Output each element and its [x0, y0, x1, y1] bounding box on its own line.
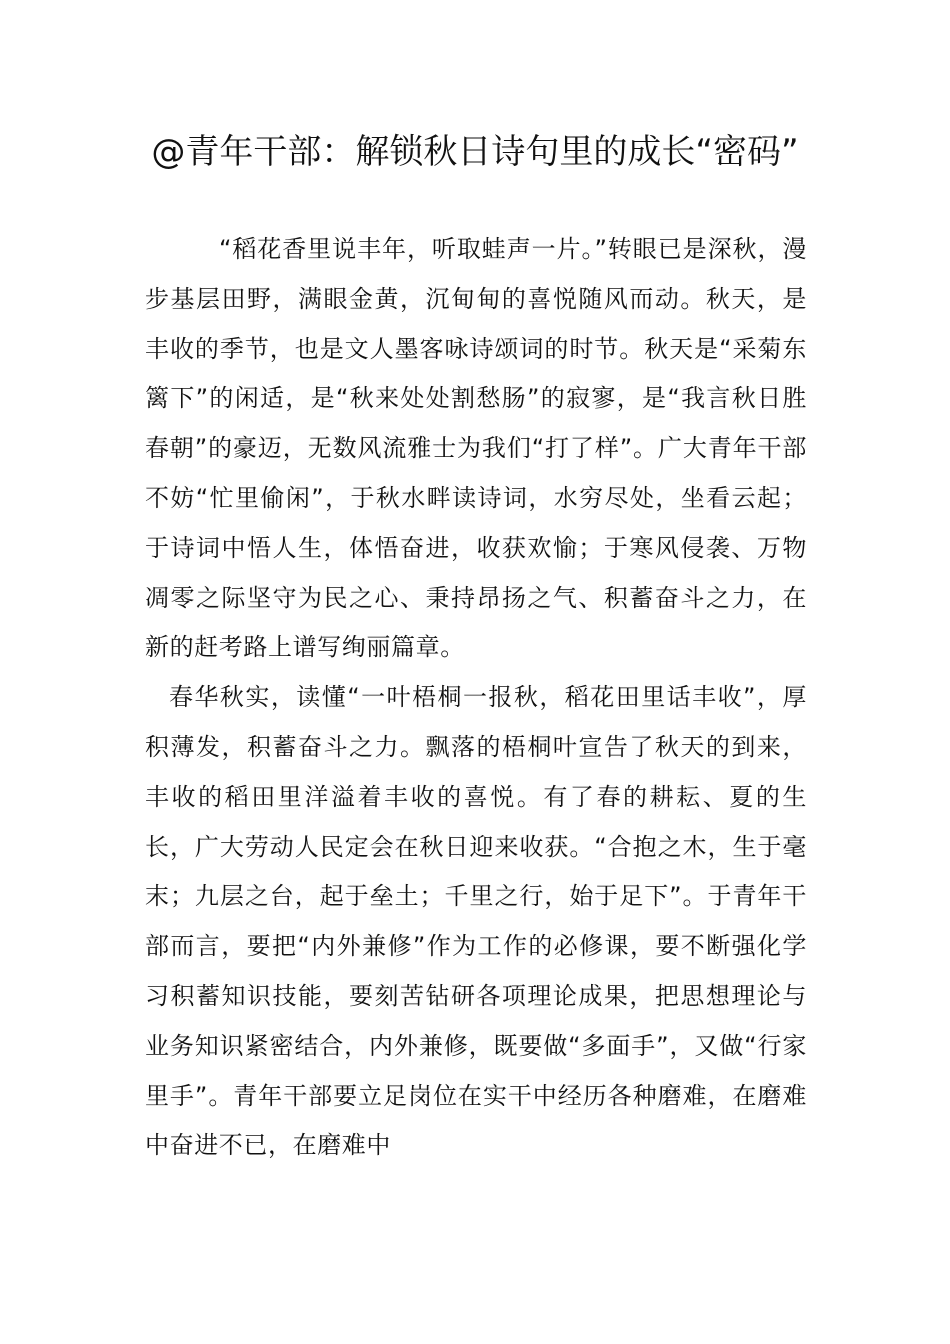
paragraph-1: “稻花香里说丰年，听取蛙声一片。”转眼已是深秋，漫步基层田野，满眼金黄，沉甸甸的喜悦随风而动。秋天，是丰收的季节，也是文人墨客咏诗颂词的时节。秋天是“采菊东篱下”的闲适，是“秋来处处割愁肠”的寂寥，是“我言秋日胜春朝”的豪迈，无数风流雅士为我们“打了样”。广大青年干部不妨“忙里偷闲”，于秋水畔读诗词，水穷尽处，坐看云起；于诗词中悟人生，体悟奋进，收获欢愉；于寒风侵袭、万物凋零之际坚守为民之心、秉持昂扬之气、积蓄奋斗之力，在新的赶考路上谱写绚丽篇章。 — [145, 235, 807, 662]
document-body — [145, 225, 807, 1171]
document-title: @青年干部：解锁秋日诗句里的成长“密码” — [151, 132, 799, 172]
paragraph-2: 春华秋实，读懂“一叶梧桐一报秋，稻花田里话丰收”，厚积薄发，积蓄奋斗之力。飘落的梧桐叶宣告了秋天的到来，丰收的稻田里洋溢着丰收的喜悦。有了春的耕耘、夏的生长，广大劳动人民定会在秋日迎来收获。“合抱之木，生于毫末；九层之台，起于垒土；千里之行，始于足下”。于青年干部而言，要把“内外兼修”作为工作的必修课，要不断强化学习积蓄知识技能，要刻苦钻研各项理论成果，把思想理论与业务知识紧密结合，内外兼修，既要做“多面手”，又做“行家里手”。青年干部要立足岗位在实干中经历各种磨难，在磨难中奋进不已，在磨难中 — [145, 683, 807, 1160]
